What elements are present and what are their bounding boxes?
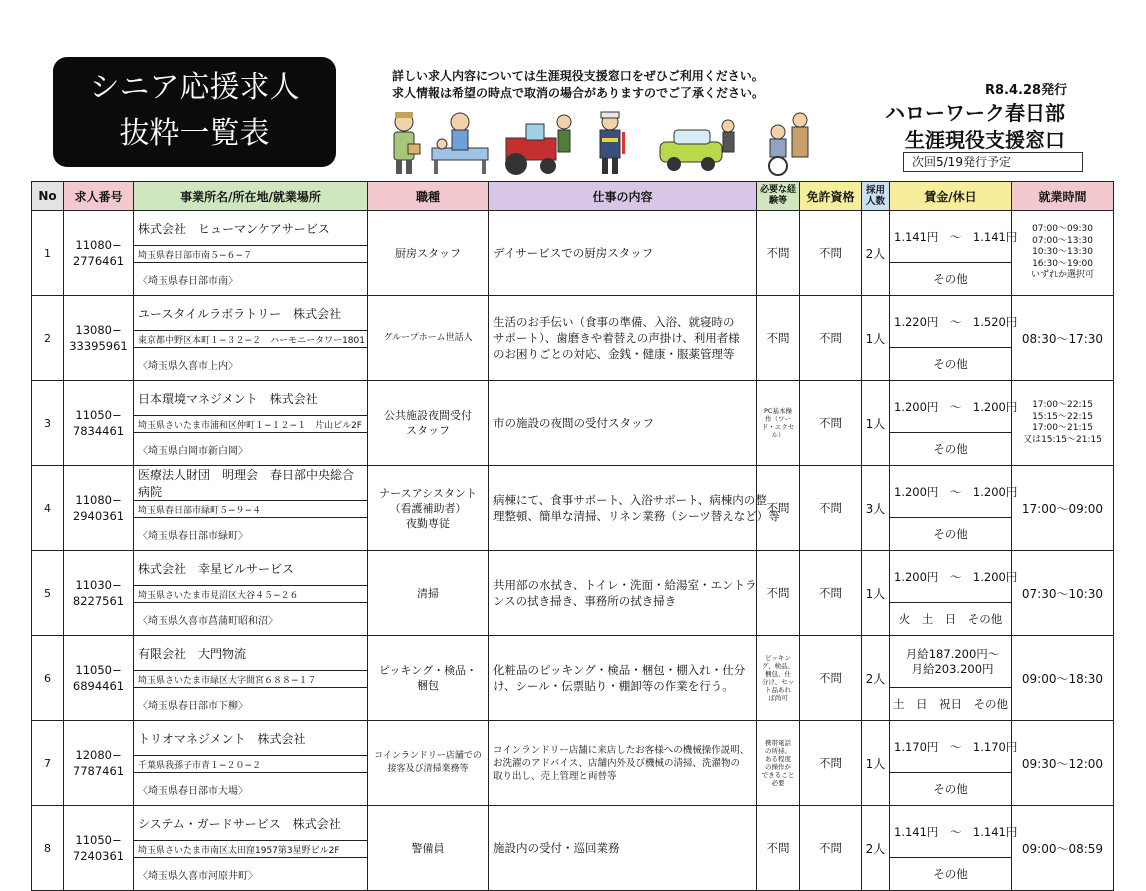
company-name: ユースタイルラボラトリー 株式会社 [134, 296, 368, 331]
title-line1: シニア応援求人 [89, 70, 300, 105]
work-line: 施設内の受付・巡回業務 [493, 841, 620, 855]
working-hours [1012, 551, 1114, 636]
job-number-suffix: 7787461 [72, 764, 125, 778]
company-address: 埼玉県さいたま市浦和区仲町１−１２−１ 片山ビル2F [134, 416, 368, 433]
experience-line: 梱包、仕 [765, 670, 791, 678]
occupation-line: 警備員 [411, 841, 445, 855]
table-row [32, 296, 1114, 331]
taxi-icon [656, 108, 736, 178]
hires-count: 1人 [862, 381, 890, 466]
work-location: 〈埼玉県久喜市上内〉 [134, 348, 368, 381]
experience [757, 211, 800, 296]
company-name: システム・ガードサービス 株式会社 [134, 806, 368, 841]
experience-line: 不問 [766, 501, 790, 515]
job-number-suffix: 33395961 [69, 339, 128, 353]
job-number[interactable] [64, 296, 134, 381]
experience-line: 必要 [771, 779, 785, 787]
issue-date: R8.4.28発行 [985, 83, 1068, 98]
experience-line: の操作が [765, 763, 791, 771]
hours-line: 07:30〜10:30 [1021, 586, 1104, 601]
job-number-prefix: 11080− [75, 238, 122, 252]
experience [757, 806, 800, 891]
work-line: ンスの拭き掃き、事務所の拭き掃き [493, 594, 677, 608]
job-number-prefix: 11050− [75, 833, 122, 847]
occupation [368, 296, 489, 381]
experience-line: ば尚可 [768, 694, 788, 702]
work-location: 〈埼玉県春日部市南〉 [134, 263, 368, 296]
company-address: 埼玉県さいたま市見沼区大谷４５−２６ [134, 586, 368, 603]
job-number[interactable] [64, 466, 134, 551]
hours-line: 10:30〜13:30 [1032, 247, 1093, 258]
occupation [368, 806, 489, 891]
experience-line: 不問 [766, 841, 790, 855]
hours-line: 09:00〜08:59 [1021, 841, 1104, 856]
occupation [368, 721, 489, 806]
work-line: 取り出し、売上管理と両替等 [493, 770, 617, 782]
header-work: 仕事の内容 [489, 182, 757, 211]
wage: 1.200円 〜 1.200円 [890, 466, 1012, 518]
work-line: サポート）、歯磨きや着替えの声掛け、利用者様 [493, 331, 740, 345]
experience-line: 不問 [766, 586, 790, 600]
work-location: 〈埼玉県春日部市大場〉 [134, 773, 368, 806]
occupation-line: （看護補助者） [389, 501, 467, 515]
occupation-line: ナースアシスタント [379, 486, 477, 500]
work-description [489, 721, 757, 806]
company-address: 東京都中野区本町１−３２−２ ハーモニータワー1801 [134, 331, 368, 348]
experience-line: ド・エクセ [761, 423, 795, 431]
wage: 1.200円 〜 1.200円 [890, 551, 1012, 603]
row-number: 2 [32, 296, 64, 381]
row-number: 1 [32, 211, 64, 296]
row-number: 6 [32, 636, 64, 721]
experience [757, 636, 800, 721]
work-location: 〈埼玉県久喜市河原井町〉 [134, 858, 368, 891]
notice-line2: 求人情報は希望の時点で取消の場合がありますのでご了承ください。 [392, 86, 765, 100]
hires-count: 1人 [862, 296, 890, 381]
occupation [368, 211, 489, 296]
experience-line: ト品あれ [765, 686, 791, 694]
table-header-row [32, 182, 1114, 211]
experience-line: 不問 [766, 246, 790, 260]
work-line: デイサービスでの厨房スタッフ [493, 246, 654, 260]
occupation-line: 梱包 [417, 679, 439, 692]
hours-line: 16:30〜19:00 [1032, 258, 1093, 269]
table-row [32, 636, 1114, 671]
job-number-suffix: 2776461 [72, 254, 125, 268]
header-experience: 必要な経験等 [757, 182, 800, 211]
work-line: 共用部の水拭き、トイレ・洗面・給湯室・エントラ [493, 578, 757, 592]
holiday: その他 [890, 858, 1012, 891]
license: 不問 [800, 721, 862, 806]
work-line: 化粧品のピッキング・検品・梱包・棚入れ・仕分 [493, 663, 746, 677]
wage-line: 月給203.200円 [911, 661, 994, 676]
job-number-suffix: 2940361 [72, 509, 125, 523]
elderly-worker-icon [384, 108, 424, 178]
company-name: 有限会社 大門物流 [134, 636, 368, 671]
working-hours [1012, 296, 1114, 381]
work-location: 〈埼玉県春日部市緑町〉 [134, 518, 368, 551]
occupation-line: 夜勤専従 [406, 516, 450, 530]
office-desk: 生涯現役支援窓口 [905, 128, 1065, 152]
job-number-prefix: 12080− [75, 748, 122, 762]
holiday: その他 [890, 433, 1012, 466]
holiday: その他 [890, 773, 1012, 806]
table-row [32, 211, 1114, 246]
hours-line: 07:00〜09:30 [1032, 224, 1093, 235]
occupation-line: 厨房スタッフ [395, 246, 461, 260]
occupation [368, 381, 489, 466]
security-guard-icon [588, 108, 632, 178]
work-line: 生活のお手伝い（食事の準備、入浴、就寝時の [493, 315, 735, 329]
job-number-prefix: 11030− [75, 578, 122, 592]
company-address: 埼玉県春日部市南５−６−７ [134, 246, 368, 263]
job-number-suffix: 7834461 [72, 424, 125, 438]
working-hours [1012, 381, 1114, 466]
table-row [32, 721, 1114, 756]
hours-line: 17:00〜22:15 [1032, 400, 1093, 410]
work-description [489, 381, 757, 466]
job-number-suffix: 7240361 [72, 849, 125, 863]
hours-line: 15:15〜22:15 [1032, 411, 1093, 422]
experience [757, 721, 800, 806]
experience-line: の所持。 [765, 747, 791, 755]
experience-line: ある程度 [765, 755, 791, 763]
license: 不問 [800, 551, 862, 636]
next-issue: 次回5/19発行予定 [903, 152, 1083, 172]
job-number-prefix: 11050− [75, 663, 122, 677]
hires-count: 3人 [862, 466, 890, 551]
job-number[interactable] [64, 381, 134, 466]
license: 不問 [800, 466, 862, 551]
experience [757, 381, 800, 466]
job-number[interactable] [64, 806, 134, 891]
occupation-line: グループホーム世話人 [383, 332, 473, 343]
hires-count: 2人 [862, 806, 890, 891]
job-number[interactable] [64, 211, 134, 296]
work-description [489, 296, 757, 381]
holiday: その他 [890, 348, 1012, 381]
company-name: トリオマネジメント 株式会社 [134, 721, 368, 756]
work-description [489, 551, 757, 636]
work-line: お洗濯のアドバイス、店舗内外及び機械の清掃、洗濯物の [493, 757, 741, 769]
work-line: 市の施設の夜間の受付スタッフ [493, 416, 654, 430]
row-number: 4 [32, 466, 64, 551]
experience-line: ピッキン [765, 654, 791, 662]
table-row [32, 551, 1114, 586]
header-hours: 就業時間 [1012, 182, 1114, 211]
job-number[interactable] [64, 721, 134, 806]
table-row [32, 466, 1114, 501]
row-number: 5 [32, 551, 64, 636]
work-line: 病棟にて、食事サポート、入浴サポート、病棟内の整 [493, 493, 767, 507]
row-number: 7 [32, 721, 64, 806]
occupation [368, 551, 489, 636]
company-address: 埼玉県さいたま市南区太田窪1957第3星野ビル2F [134, 841, 368, 858]
hires-count: 2人 [862, 636, 890, 721]
wage-line: 月給187.200円〜 [905, 646, 1000, 661]
care-bed-icon [430, 108, 490, 178]
hours-line: いずれか選択可 [1030, 270, 1094, 281]
wage: 1.141円 〜 1.141円 [890, 211, 1012, 263]
experience-line: できること [761, 771, 795, 779]
wage: 1.220円 〜 1.520円 [890, 296, 1012, 348]
table-row [32, 806, 1114, 841]
experience-line: 分け、セッ [761, 678, 795, 686]
hours-line: 07:00〜13:30 [1032, 235, 1093, 246]
job-number-prefix: 13080− [75, 323, 122, 337]
header-wage: 賃金/休日 [890, 182, 1012, 211]
occupation-line: コインランドリー店舗での [374, 751, 482, 761]
holiday: 火 土 日 その他 [890, 603, 1012, 636]
company-name: 日本環境マネジメント 株式会社 [134, 381, 368, 416]
table-row [32, 381, 1114, 416]
occupation-line: スタッフ [406, 424, 450, 437]
hires-count: 1人 [862, 721, 890, 806]
header-occupation: 職種 [368, 182, 489, 211]
row-number: 8 [32, 806, 64, 891]
work-line: け、シール・伝票貼り・棚卸等の作業を行う。 [493, 679, 734, 693]
experience [757, 466, 800, 551]
wage: 1.200円 〜 1.200円 [890, 381, 1012, 433]
working-hours [1012, 466, 1114, 551]
work-location: 〈埼玉県白岡市新白岡〉 [134, 433, 368, 466]
job-number-prefix: 11050− [75, 408, 122, 422]
wage [890, 636, 1012, 688]
job-number-suffix: 6894461 [72, 679, 125, 693]
hours-line: 09:30〜12:00 [1021, 756, 1104, 771]
row-number: 3 [32, 381, 64, 466]
occupation [368, 636, 489, 721]
wage: 1.141円 〜 1.141円 [890, 806, 1012, 858]
working-hours [1012, 806, 1114, 891]
company-name: 株式会社 ヒューマンケアサービス [134, 211, 368, 246]
experience-line: グ、検品、 [761, 662, 795, 670]
work-line: のお困りごとの対応、金銭・健康・服薬管理等 [493, 347, 735, 361]
title-box [53, 57, 336, 167]
hours-line: 17:00〜09:00 [1021, 501, 1104, 516]
working-hours [1012, 211, 1114, 296]
company-address: 埼玉県さいたま市緑区大字間宮６８８−１７ [134, 671, 368, 688]
company-name: 医療法人財団 明理会 春日部中央総合病院 [134, 466, 368, 501]
holiday: その他 [890, 518, 1012, 551]
working-hours [1012, 721, 1114, 806]
holiday: 土 日 祝日 その他 [890, 688, 1012, 721]
work-line: コインランドリー店舗に来店したお客様への機械操作説明、 [493, 744, 750, 756]
occupation [368, 466, 489, 551]
company-name: 株式会社 幸星ビルサービス [134, 551, 368, 586]
hires-count: 1人 [862, 551, 890, 636]
occupation-line: ピッキング・検品・ [378, 664, 478, 677]
job-number-prefix: 11080− [75, 493, 122, 507]
hours-line: 又は15:15〜21:15 [1023, 434, 1102, 445]
experience-line: 携帯電話 [765, 739, 791, 747]
job-number[interactable] [64, 636, 134, 721]
experience-line: 不問 [766, 331, 790, 345]
experience-line: 作（ワー [765, 415, 791, 423]
wage: 1.170円 〜 1.170円 [890, 721, 1012, 773]
license: 不問 [800, 636, 862, 721]
job-number[interactable] [64, 551, 134, 636]
title-line2: 抜粋一覧表 [119, 116, 270, 151]
work-location: 〈埼玉県春日部市下柳〉 [134, 688, 368, 721]
occupation-line: 清掃 [417, 586, 439, 600]
license: 不問 [800, 806, 862, 891]
caregiver-wheelchair-icon [764, 108, 814, 178]
tractor-farmer-icon [496, 108, 576, 178]
header-license: 免許資格 [800, 182, 862, 211]
occupation-line: 接客及び清掃業務等 [387, 764, 469, 774]
office-name: ハローワーク春日部 [885, 101, 1065, 125]
header-company: 事業所名/所在地/就業場所 [134, 182, 368, 211]
work-description [489, 806, 757, 891]
hires-count: 2人 [862, 211, 890, 296]
work-description [489, 636, 757, 721]
experience-line: PC基本操 [764, 407, 792, 415]
work-description [489, 211, 757, 296]
hours-line: 17:00〜21:15 [1032, 423, 1093, 433]
work-line: 理整頓、簡単な清掃、リネン業務（シーツ替えなど）等 [493, 509, 780, 523]
job-number-suffix: 8227561 [72, 594, 125, 608]
experience [757, 551, 800, 636]
company-address: 埼玉県春日部市緑町５−９−４ [134, 501, 368, 518]
notice [392, 68, 764, 102]
license: 不問 [800, 211, 862, 296]
license: 不問 [800, 296, 862, 381]
work-location: 〈埼玉県久喜市菖蒲町昭和沼〉 [134, 603, 368, 636]
occupation-line: 公共施設夜間受付 [384, 409, 472, 422]
company-address: 千葉県我孫子市青１−２０−２ [134, 756, 368, 773]
experience-line: ル） [771, 431, 785, 439]
header-job-no: 求人番号 [64, 182, 134, 211]
license: 不問 [800, 381, 862, 466]
job-table [31, 181, 1114, 891]
header-no: No [32, 182, 64, 211]
notice-line1: 詳しい求人内容については生涯現役支援窓口をぜひご利用ください。 [392, 69, 764, 83]
header-hires: 採用人数 [862, 182, 890, 211]
hours-line: 09:00〜18:30 [1021, 671, 1104, 686]
holiday: その他 [890, 263, 1012, 296]
hours-line: 08:30〜17:30 [1021, 331, 1104, 346]
working-hours [1012, 636, 1114, 721]
experience [757, 296, 800, 381]
